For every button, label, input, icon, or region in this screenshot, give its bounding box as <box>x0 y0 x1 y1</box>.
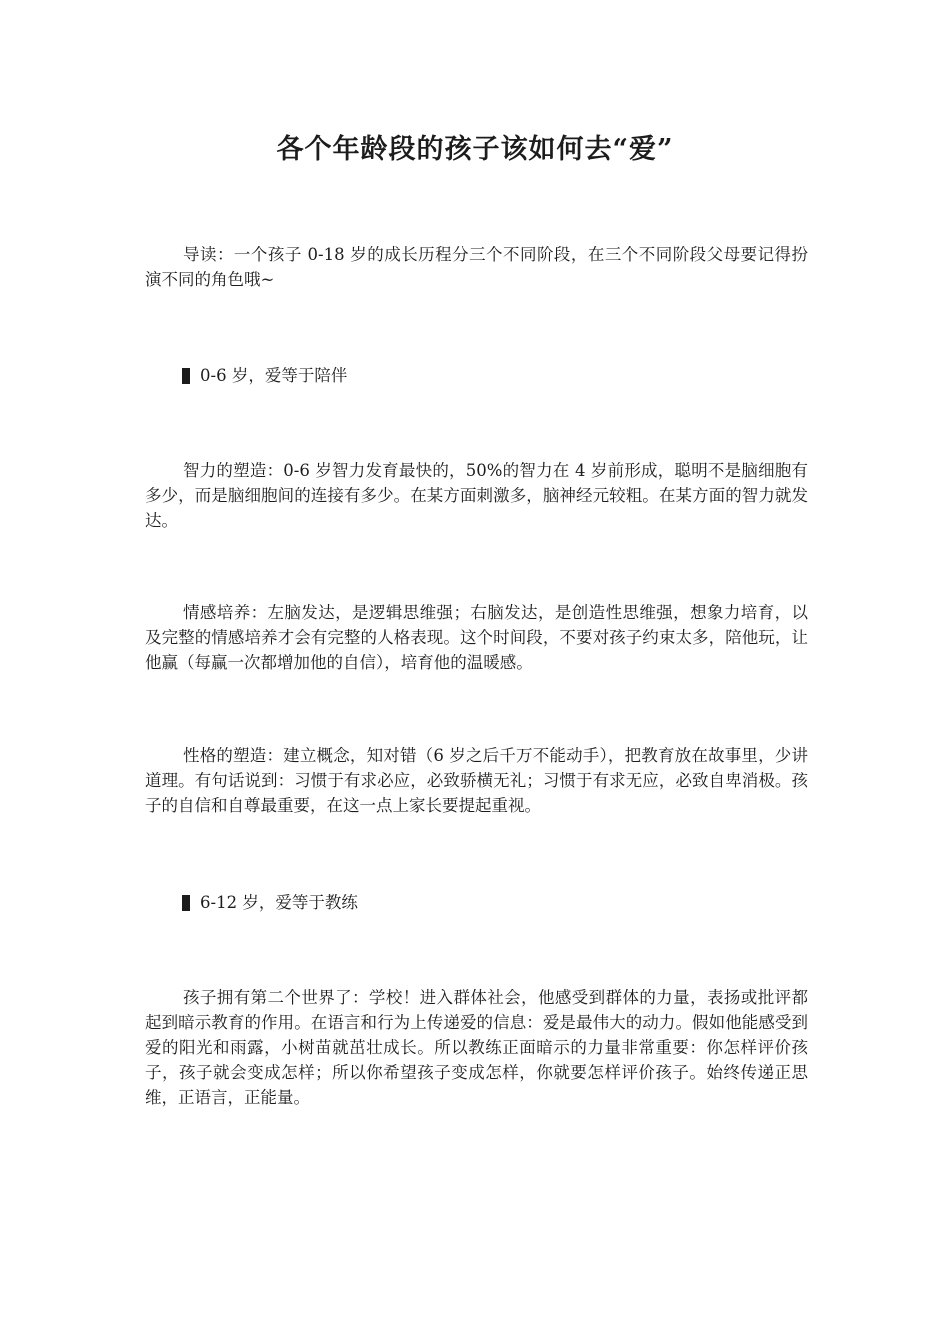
intro-paragraph: 导读：一个孩子 0-18 岁的成长历程分三个不同阶段，在三个不同阶段父母要记得扮演不同的角色哦~ <box>145 245 808 289</box>
section-heading-text: 0-6 岁，爱等于陪伴 <box>200 366 348 385</box>
paragraph-intellect: 智力的塑造：0-6 岁智力发育最快的，50%的智力在 4 岁前形成，聪明不是脑细胞有多少，而是脑细胞间的连接有多少。在某方面刺激多，脑神经元较粗。在某方面的智力就发达。 <box>145 461 808 530</box>
section-marker-icon <box>182 895 190 911</box>
section-heading-6-12 <box>182 890 358 915</box>
section-heading-0-6 <box>182 363 347 388</box>
paragraph-character: 性格的塑造：建立概念，知对错（6 岁之后千万不能动手），把教育放在故事里，少讲道理。有句话说到：习惯于有求必应，必致骄横无礼；习惯于有求无应，必致自卑消极。孩子的自信和自尊最重要，在这一点上家长要提起重视。 <box>145 746 808 815</box>
document-title: 各个年龄段的孩子该如何去“爱” <box>276 134 674 165</box>
section-marker-icon <box>182 368 190 384</box>
paragraph-emotion: 情感培养：左脑发达，是逻辑思维强；右脑发达，是创造性思维强，想象力培育，以及完整的情感培养才会有完整的人格表现。这个时间段，不要对孩子约束太多，陪他玩，让他赢（每赢一次都增加他的自信），培育他的温暖感。 <box>145 603 808 672</box>
paragraph-coach: 孩子拥有第二个世界了：学校！进入群体社会，他感受到群体的力量，表扬或批评都起到暗示教育的作用。在语言和行为上传递爱的信息：爱是最伟大的动力。假如他能感受到爱的阳光和雨露，小树苗就茁壮成长。所以教练正面暗示的力量非常重要：你怎样评价孩子，孩子就会变成怎样；所以你希望孩子变成怎样，你就要怎样评价孩子。始终传递正思维，正语言，正能量。 <box>145 988 808 1107</box>
section-heading-text: 6-12 岁，爱等于教练 <box>200 893 358 912</box>
